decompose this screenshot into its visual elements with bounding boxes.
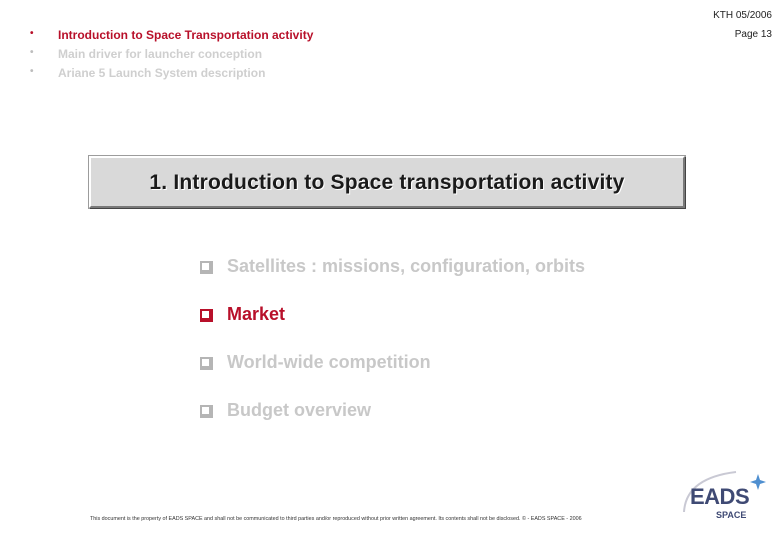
eads-space-logo [676,468,774,530]
outline-item-label: Introduction to Space Transportation activity [58,28,314,42]
topic-label: Market [227,304,286,324]
topic-label: World-wide competition [227,352,431,372]
checkbox-bullet-icon [200,405,211,416]
footer-disclaimer: This document is the property of EADS SPACE and shall not be communicated to third parties and/or reproduced without prior written agreement. Its contents shall not be disclosed. © - EADS SPACE - 2006 [90,516,582,522]
outline-item-label: Main driver for launcher conception [58,47,263,61]
checkbox-bullet-icon [200,309,211,320]
bullet: • [30,28,34,39]
logo-wordmark: EADS [690,484,750,509]
logo-subtitle: SPACE [716,510,747,520]
outline-item-label: Ariane 5 Launch System description [58,66,266,80]
checkbox-bullet-icon [200,261,211,272]
section-title: 1. Introduction to Space transportation activity [149,171,625,194]
topic-label: Budget overview [227,400,372,420]
bullet: • [30,47,34,58]
header-date: KTH 05/2006 [713,10,772,21]
bullet: • [30,66,34,77]
section-title-banner [89,156,685,208]
checkbox-bullet-icon [200,357,211,368]
page-number: Page 13 [734,29,772,40]
topic-label: Satellites : missions, configuration, orbits [227,256,586,276]
